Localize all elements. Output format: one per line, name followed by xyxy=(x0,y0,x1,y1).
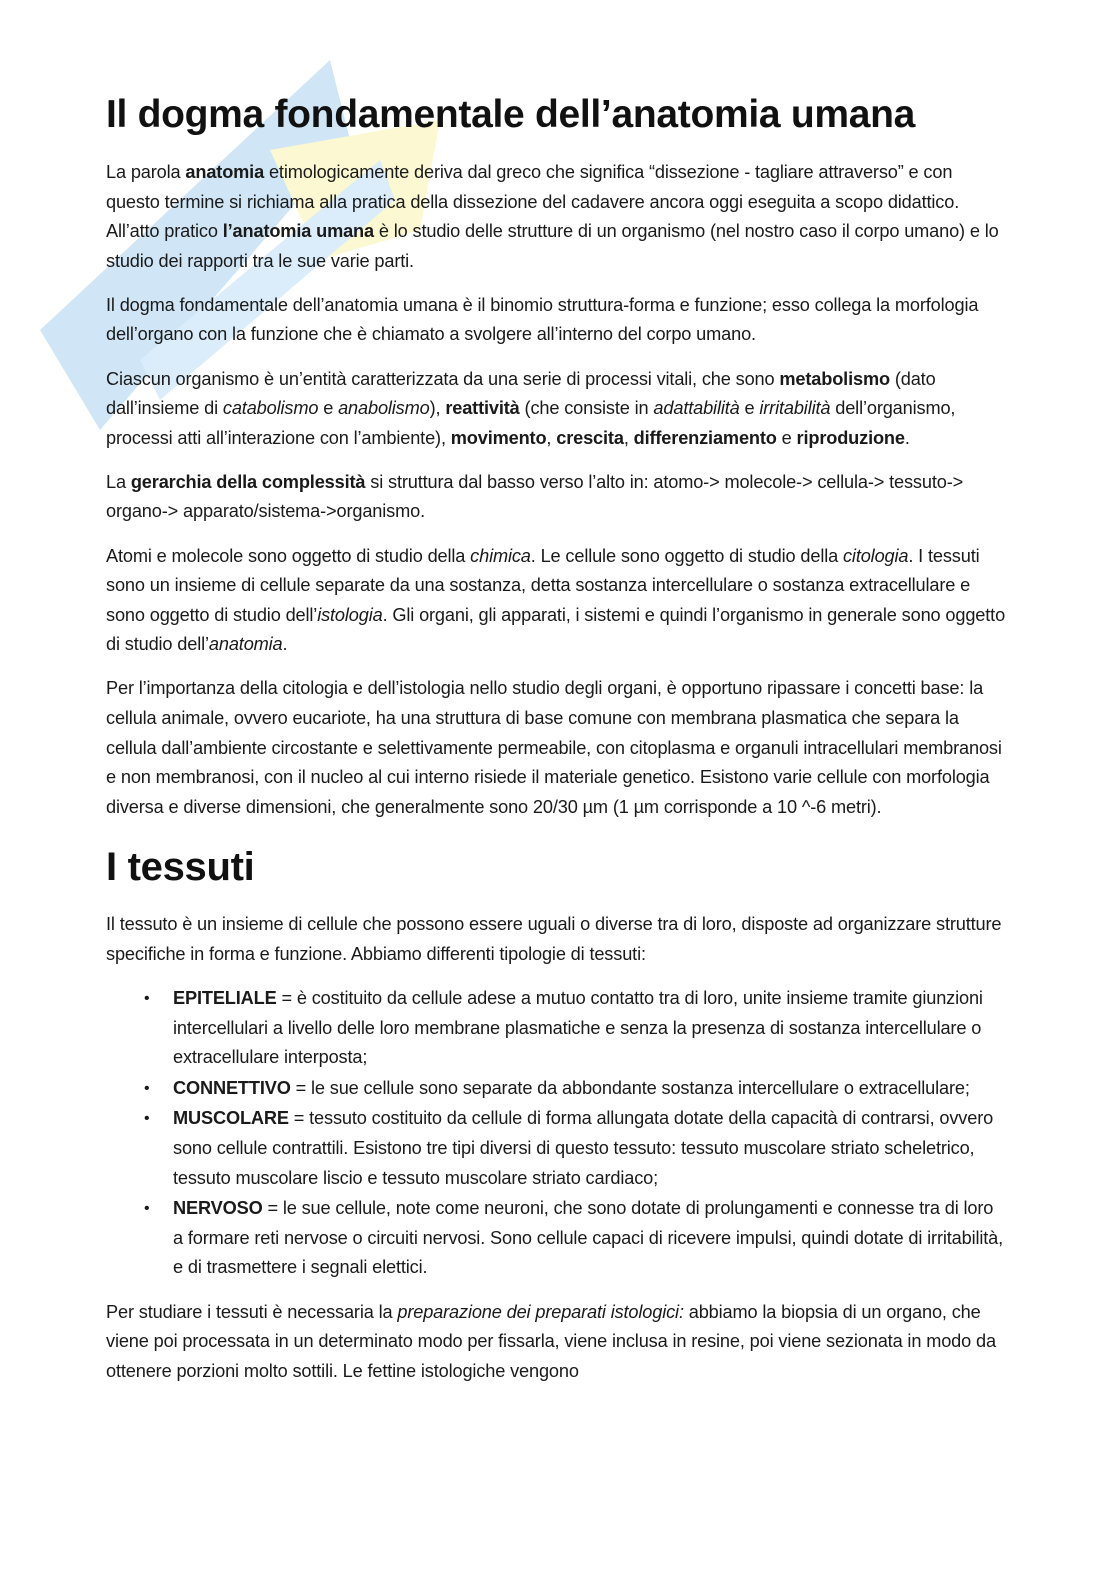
paragraph-anatomia: La parola anatomia etimologicamente deriva dal greco che significa “dissezione - tagliare attraverso” e con questo termine si richiama alla pratica della dissezione del cadavere ancora oggi eseguita a scopo didattico. All’atto pratico l’anatomia umana è lo studio delle strutture di un organismo (nel nostro caso il corpo umano) e lo studio dei rapporti tra le sue varie parti. xyxy=(106,162,999,271)
bullet-icon: • xyxy=(144,990,150,1008)
paragraph-dogma: Il dogma fondamentale dell’anatomia umana è il binomio struttura-forma e funzione; esso collega la morfologia dell’organo con la funzione che è chiamato a svolgere all’interno del corpo umano. xyxy=(106,294,979,345)
paragraph-gerarchia: La gerarchia della complessità si struttura dal basso verso l’alto in: atomo-> molecole-> cellula-> tessuto-> organo-> apparato/sistema->organismo. xyxy=(106,471,964,522)
list-item-epiteliale: • EPITELIALE = è costituito da cellule adese a mutuo contatto tra di loro, unite insieme tramite giunzioni intercellulari a livello delle loro membrane plasmatiche e senza la presenza di sostanza intercellulare o extracellulare interposta; xyxy=(173,984,1006,1073)
section-heading-tessuti: I tessuti xyxy=(106,845,255,890)
main-heading: Il dogma fondamentale dell’anatomia umana xyxy=(106,93,916,136)
bullet-icon: • xyxy=(144,1200,150,1218)
paragraph-preparati: Per studiare i tessuti è necessaria la preparazione dei preparati istologici: abbiamo la biopsia di un organo, che viene poi processata in un determinato modo per fissarla, viene inclusa in resine, poi viene sezionata in modo da ottenere porzioni molto sottili. Le fettine istologiche vengono xyxy=(106,1301,996,1381)
paragraph-cellula: Per l’importanza della citologia e dell’istologia nello studio degli organi, è opportuno ripassare i concetti base: la cellula animale, ovvero eucariote, ha una struttura di base comune con membrana plasmatica che separa la cellula dall’ambiente circostante e selettivamente permeabile, con citoplasma e organuli intracellulari membranosi e non membranosi, con il nucleo al cui interno risiede il materiale genetico. Esistono varie cellule con morfologia diversa e diverse dimensioni, che generalmente sono 20/30 µm (1 µm corrisponde a 10 ^-6 metri). xyxy=(106,678,1002,817)
bullet-icon: • xyxy=(144,1079,150,1097)
paragraph-processi-vitali: Ciascun organismo è un’entità caratterizzata da una serie di processi vitali, che sono metabolismo (dato dall’insieme di catabolismo e anabolismo), reattività (che consiste in adattabilità e irritabilità dell’organismo, processi atti all’interazione con l’ambiente), movimento, crescita, differenziamento e riproduzione. xyxy=(106,368,956,448)
document-page xyxy=(106,92,1006,1401)
paragraph-tessuto-intro: Il tessuto è un insieme di cellule che possono essere uguali o diverse tra di loro, disposte ad organizzare strutture specifiche in forma e funzione. Abbiamo differenti tipologie di tessuti: xyxy=(106,914,1002,964)
list-item-connettivo: • CONNETTIVO = le sue cellule sono separate da abbondante sostanza intercellulare o extracellulare; xyxy=(173,1074,1006,1104)
tissue-list xyxy=(106,984,1006,1283)
list-item-nervoso: • NERVOSO = le sue cellule, note come neuroni, che sono dotate di prolungamenti e connesse tra di loro a formare reti nervose o circuiti nervosi. Sono cellule capaci di ricevere impulsi, quindi dotate di irritabilità, e di trasmettere i segnali elettici. xyxy=(173,1194,1006,1283)
paragraph-discipline: Atomi e molecole sono oggetto di studio della chimica. Le cellule sono oggetto di studio della citologia. I tessuti sono un insieme di cellule separate da una sostanza, detta sostanza intercellulare o sostanza extracellulare e sono oggetto di studio dell’istologia. Gli organi, gli apparati, i sistemi e quindi l’organismo in generale sono oggetto di studio dell’anatomia. xyxy=(106,545,1006,655)
bullet-icon: • xyxy=(144,1110,150,1128)
list-item-muscolare: • MUSCOLARE = tessuto costituito da cellule di forma allungata dotate della capacità di contrarsi, ovvero sono cellule contrattili. Esistono tre tipi diversi di questo tessuto: tessuto muscolare striato scheletrico, tessuto muscolare liscio e tessuto muscolare striato cardiaco; xyxy=(173,1104,1006,1193)
